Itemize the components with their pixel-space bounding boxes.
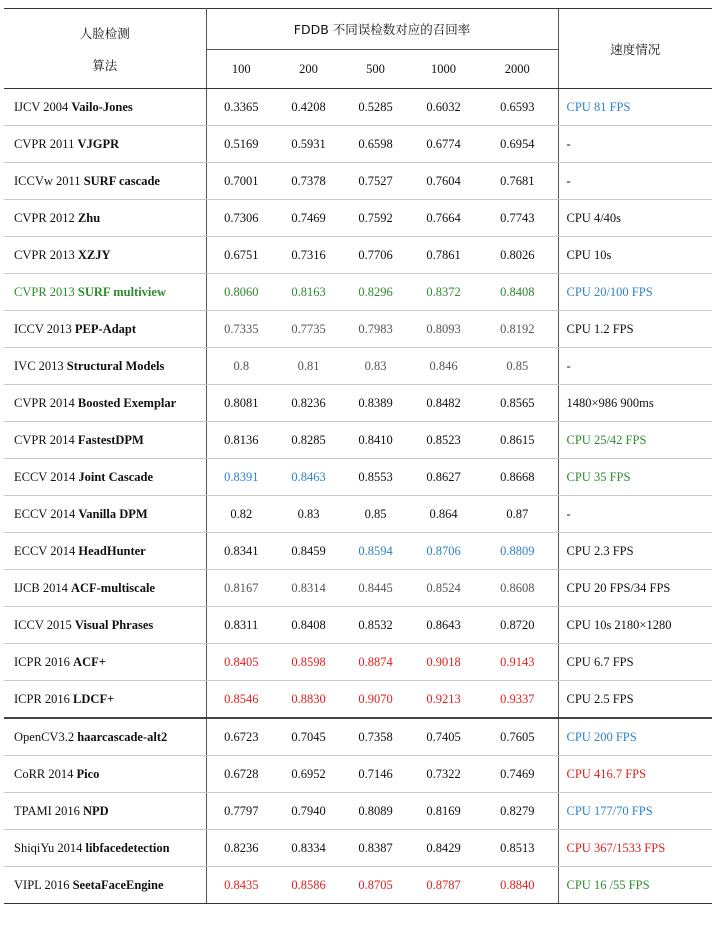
table-row: [4, 793, 712, 830]
recall-value-cell: 0.7940: [276, 793, 341, 830]
method-name: Zhu: [77, 210, 101, 225]
recall-value-cell: 0.8389: [341, 385, 410, 422]
method-cell: [4, 459, 206, 496]
recall-value-cell: 0.8236: [206, 830, 276, 867]
method-venue: ShiqiYu 2014: [14, 840, 83, 855]
method-cell: [4, 533, 206, 570]
recall-value-cell: 0.8586: [276, 867, 341, 904]
method-name: SeetaFaceEngine: [72, 877, 164, 892]
recall-value-cell: 0.7706: [341, 237, 410, 274]
method-cell: [4, 830, 206, 867]
speed-cell: CPU 177/70 FPS: [558, 793, 712, 830]
recall-value-cell: 0.7001: [206, 163, 276, 200]
recall-value-cell: 0.8706: [410, 533, 477, 570]
table-row: [4, 867, 712, 904]
recall-value-cell: 0.8408: [477, 274, 558, 311]
speed-cell: CPU 35 FPS: [558, 459, 712, 496]
recall-value-cell: 0.8513: [477, 830, 558, 867]
table-row: [4, 644, 712, 681]
recall-value-cell: 0.5931: [276, 126, 341, 163]
speed-cell: CPU 16 /55 FPS: [558, 867, 712, 904]
recall-value-cell: 0.6774: [410, 126, 477, 163]
method-name: haarcascade-alt2: [77, 729, 168, 744]
speed-cell: -: [558, 496, 712, 533]
recall-value-cell: 0.81: [276, 348, 341, 385]
recall-value-cell: 0.8081: [206, 385, 276, 422]
method-cell: [4, 311, 206, 348]
fp-count-header: 2000: [477, 50, 558, 89]
header-row-1: [4, 9, 712, 50]
method-venue: CVPR 2012: [14, 210, 75, 225]
speed-cell: CPU 20 FPS/34 FPS: [558, 570, 712, 607]
table-row: [4, 607, 712, 644]
speed-cell: CPU 2.5 FPS: [558, 681, 712, 719]
table-row: [4, 385, 712, 422]
speed-cell: -: [558, 348, 712, 385]
recall-value-cell: 0.8809: [477, 533, 558, 570]
recall-value-cell: 0.8598: [276, 644, 341, 681]
fp-count-header: 1000: [410, 50, 477, 89]
method-cell: [4, 422, 206, 459]
method-name: VJGPR: [77, 136, 120, 151]
recall-value-cell: 0.7469: [477, 756, 558, 793]
recall-value-cell: 0.4208: [276, 89, 341, 126]
recall-value-cell: 0.8410: [341, 422, 410, 459]
method-venue: ECCV 2014: [14, 469, 76, 484]
recall-value-cell: 0.9143: [477, 644, 558, 681]
speed-cell: CPU 10s 2180×1280: [558, 607, 712, 644]
method-name: Structural Models: [66, 358, 165, 373]
recall-value-cell: 0.8163: [276, 274, 341, 311]
recall-value-cell: 0.8553: [341, 459, 410, 496]
method-venue: VIPL 2016: [14, 877, 70, 892]
method-header-line2: 算法: [92, 57, 118, 73]
recall-value-cell: 0.8546: [206, 681, 276, 719]
speed-cell: CPU 10s: [558, 237, 712, 274]
recall-value-cell: 0.8840: [477, 867, 558, 904]
recall-value-cell: 0.8296: [341, 274, 410, 311]
recall-value-cell: 0.8615: [477, 422, 558, 459]
recall-value-cell: 0.8372: [410, 274, 477, 311]
recall-value-cell: 0.8429: [410, 830, 477, 867]
method-name: HeadHunter: [78, 543, 146, 558]
method-name: Joint Cascade: [78, 469, 154, 484]
recall-value-cell: 0.85: [341, 496, 410, 533]
method-cell: [4, 126, 206, 163]
method-venue: CVPR 2014: [14, 395, 75, 410]
recall-value-cell: 0.8405: [206, 644, 276, 681]
method-cell: [4, 274, 206, 311]
recall-value-cell: 0.9213: [410, 681, 477, 719]
recall-value-cell: 0.8459: [276, 533, 341, 570]
method-cell: [4, 163, 206, 200]
table-row: [4, 718, 712, 756]
method-name: ACF+: [73, 654, 106, 669]
method-venue: ECCV 2014: [14, 506, 76, 521]
fp-count-header: 200: [276, 50, 341, 89]
recall-value-cell: 0.8482: [410, 385, 477, 422]
table-row: [4, 533, 712, 570]
recall-value-cell: 0.8279: [477, 793, 558, 830]
table-row: [4, 570, 712, 607]
recall-value-cell: 0.6593: [477, 89, 558, 126]
table-row: [4, 200, 712, 237]
recall-value-cell: 0.7861: [410, 237, 477, 274]
speed-cell: CPU 367/1533 FPS: [558, 830, 712, 867]
recall-value-cell: 0.8523: [410, 422, 477, 459]
recall-value-cell: 0.8435: [206, 867, 276, 904]
table-row: [4, 126, 712, 163]
table-row: [4, 274, 712, 311]
method-venue: ICPR 2016: [14, 691, 70, 706]
recall-value-cell: 0.8387: [341, 830, 410, 867]
method-venue: ECCV 2014: [14, 543, 76, 558]
method-name: Boosted Exemplar: [77, 395, 177, 410]
recall-value-cell: 0.6952: [276, 756, 341, 793]
recall-value-cell: 0.8874: [341, 644, 410, 681]
recall-value-cell: 0.5285: [341, 89, 410, 126]
table-row: [4, 756, 712, 793]
recall-value-cell: 0.8608: [477, 570, 558, 607]
method-name: SURF multiview: [77, 284, 166, 299]
recall-value-cell: 0.846: [410, 348, 477, 385]
speed-cell: CPU 20/100 FPS: [558, 274, 712, 311]
recall-value-cell: 0.8643: [410, 607, 477, 644]
recall-value-cell: 0.8668: [477, 459, 558, 496]
recall-value-cell: 0.8192: [477, 311, 558, 348]
recall-value-cell: 0.8705: [341, 867, 410, 904]
recall-value-cell: 0.7146: [341, 756, 410, 793]
recall-value-cell: 0.7743: [477, 200, 558, 237]
recall-value-cell: 0.8524: [410, 570, 477, 607]
method-name: PEP-Adapt: [74, 321, 137, 336]
recall-value-cell: 0.7469: [276, 200, 341, 237]
recall-value-cell: 0.8093: [410, 311, 477, 348]
method-venue: ICCV 2015: [14, 617, 72, 632]
method-name: Pico: [76, 766, 100, 781]
method-cell: [4, 644, 206, 681]
method-cell: [4, 385, 206, 422]
recall-value-cell: 0.9337: [477, 681, 558, 719]
recall-value-cell: 0.5169: [206, 126, 276, 163]
method-name: ACF-multiscale: [70, 580, 155, 595]
recall-value-cell: 0.8169: [410, 793, 477, 830]
method-cell: [4, 496, 206, 533]
recall-value-cell: 0.87: [477, 496, 558, 533]
recall-value-cell: 0.3365: [206, 89, 276, 126]
method-cell: [4, 793, 206, 830]
method-venue: CVPR 2011: [14, 136, 75, 151]
recall-value-cell: 0.85: [477, 348, 558, 385]
speed-cell: CPU 25/42 FPS: [558, 422, 712, 459]
recall-value-cell: 0.7681: [477, 163, 558, 200]
method-venue: ICCV 2013: [14, 321, 72, 336]
speed-cell: CPU 1.2 FPS: [558, 311, 712, 348]
recall-value-cell: 0.8236: [276, 385, 341, 422]
table-row: [4, 459, 712, 496]
recall-value-cell: 0.7592: [341, 200, 410, 237]
method-name: libfacedetection: [85, 840, 170, 855]
recall-value-cell: 0.7605: [477, 718, 558, 756]
method-cell: [4, 867, 206, 904]
recall-value-cell: 0.8334: [276, 830, 341, 867]
recall-value-cell: 0.6598: [341, 126, 410, 163]
recall-value-cell: 0.8720: [477, 607, 558, 644]
method-name: LDCF+: [73, 691, 115, 706]
method-venue: ICPR 2016: [14, 654, 70, 669]
recall-value-cell: 0.7604: [410, 163, 477, 200]
method-venue: CVPR 2013: [14, 284, 75, 299]
table-row: [4, 311, 712, 348]
method-header-line1: 人脸检测: [79, 25, 130, 41]
recall-value-cell: 0.8391: [206, 459, 276, 496]
method-name: XZJY: [77, 247, 111, 262]
method-cell: [4, 607, 206, 644]
method-cell: [4, 718, 206, 756]
table-row: [4, 830, 712, 867]
method-name: Vanilla DPM: [78, 506, 148, 521]
recall-value-cell: 0.8341: [206, 533, 276, 570]
table-row: [4, 681, 712, 719]
recall-value-cell: 0.6954: [477, 126, 558, 163]
recall-value-cell: 0.8594: [341, 533, 410, 570]
method-header: [4, 9, 206, 89]
method-venue: IVC 2013: [14, 358, 64, 373]
recall-value-cell: 0.7316: [276, 237, 341, 274]
recall-value-cell: 0.8311: [206, 607, 276, 644]
method-cell: [4, 570, 206, 607]
recall-value-cell: 0.9018: [410, 644, 477, 681]
recall-value-cell: 0.8532: [341, 607, 410, 644]
recall-value-cell: 0.8627: [410, 459, 477, 496]
face-detection-comparison-table: [4, 8, 712, 904]
speed-cell: 1480×986 900ms: [558, 385, 712, 422]
method-venue: OpenCV3.2: [14, 729, 75, 744]
speed-cell: -: [558, 126, 712, 163]
recall-value-cell: 0.7335: [206, 311, 276, 348]
recall-value-cell: 0.7405: [410, 718, 477, 756]
recall-value-cell: 0.8463: [276, 459, 341, 496]
speed-cell: CPU 200 FPS: [558, 718, 712, 756]
table-row: [4, 163, 712, 200]
recall-value-cell: 0.7983: [341, 311, 410, 348]
table-row: [4, 496, 712, 533]
speed-header: 速度情况: [558, 9, 712, 89]
fp-count-header: 100: [206, 50, 276, 89]
recall-value-cell: 0.8089: [341, 793, 410, 830]
speed-cell: CPU 416.7 FPS: [558, 756, 712, 793]
recall-value-cell: 0.8565: [477, 385, 558, 422]
recall-value-cell: 0.6728: [206, 756, 276, 793]
speed-cell: CPU 4/40s: [558, 200, 712, 237]
method-cell: [4, 681, 206, 719]
recall-value-cell: 0.8167: [206, 570, 276, 607]
recall-value-cell: 0.9070: [341, 681, 410, 719]
recall-value-cell: 0.7306: [206, 200, 276, 237]
recall-value-cell: 0.7527: [341, 163, 410, 200]
method-cell: [4, 89, 206, 126]
method-cell: [4, 756, 206, 793]
recall-value-cell: 0.7797: [206, 793, 276, 830]
recall-value-cell: 0.8787: [410, 867, 477, 904]
recall-value-cell: 0.7358: [341, 718, 410, 756]
method-name: Vailo-Jones: [71, 99, 133, 114]
fp-count-header: 500: [341, 50, 410, 89]
recall-value-cell: 0.8830: [276, 681, 341, 719]
recall-value-cell: 0.8: [206, 348, 276, 385]
recall-value-cell: 0.8314: [276, 570, 341, 607]
method-venue: TPAMI 2016: [14, 803, 80, 818]
recall-value-cell: 0.864: [410, 496, 477, 533]
recall-value-cell: 0.8060: [206, 274, 276, 311]
method-venue: CVPR 2013: [14, 247, 75, 262]
speed-cell: -: [558, 163, 712, 200]
recall-value-cell: 0.6032: [410, 89, 477, 126]
table-row: [4, 348, 712, 385]
recall-value-cell: 0.7735: [276, 311, 341, 348]
method-venue: IJCV 2004: [14, 99, 69, 114]
method-venue: IJCB 2014: [14, 580, 68, 595]
method-name: SURF cascade: [83, 173, 160, 188]
method-name: Visual Phrases: [74, 617, 154, 632]
recall-value-cell: 0.8445: [341, 570, 410, 607]
method-cell: [4, 348, 206, 385]
recall-value-cell: 0.7664: [410, 200, 477, 237]
method-venue: CVPR 2014: [14, 432, 75, 447]
recall-value-cell: 0.7045: [276, 718, 341, 756]
recall-value-cell: 0.83: [276, 496, 341, 533]
recall-value-cell: 0.7322: [410, 756, 477, 793]
table-row: [4, 89, 712, 126]
recall-value-cell: 0.8408: [276, 607, 341, 644]
speed-cell: CPU 2.3 FPS: [558, 533, 712, 570]
method-cell: [4, 237, 206, 274]
method-name: FastestDPM: [77, 432, 144, 447]
recall-value-cell: 0.6751: [206, 237, 276, 274]
speed-cell: CPU 6.7 FPS: [558, 644, 712, 681]
recall-value-cell: 0.8026: [477, 237, 558, 274]
recall-value-cell: 0.83: [341, 348, 410, 385]
method-cell: [4, 200, 206, 237]
recall-value-cell: 0.6723: [206, 718, 276, 756]
method-venue: ICCVw 2011: [14, 173, 81, 188]
table-row: [4, 237, 712, 274]
recall-value-cell: 0.7378: [276, 163, 341, 200]
table-row: [4, 422, 712, 459]
fddb-group-header: FDDB 不同误检数对应的召回率: [206, 9, 558, 50]
speed-cell: CPU 81 FPS: [558, 89, 712, 126]
recall-value-cell: 0.82: [206, 496, 276, 533]
method-venue: CoRR 2014: [14, 766, 74, 781]
method-name: NPD: [83, 803, 109, 818]
recall-value-cell: 0.8136: [206, 422, 276, 459]
recall-value-cell: 0.8285: [276, 422, 341, 459]
